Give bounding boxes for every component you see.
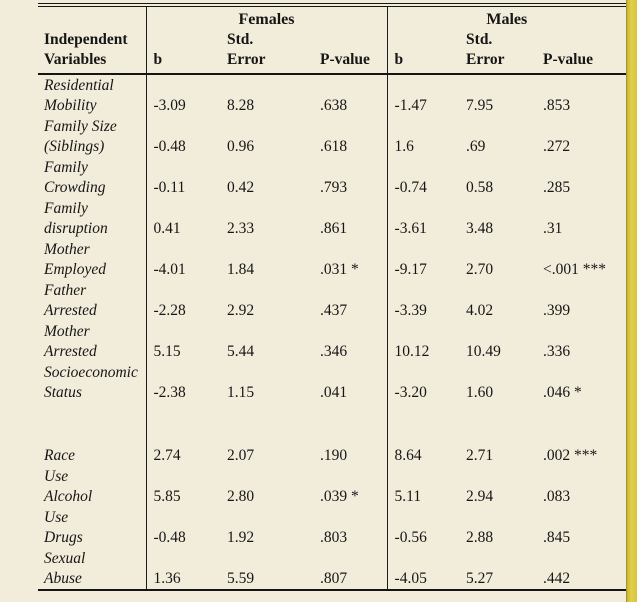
variable-name-line1: Mother — [44, 323, 90, 340]
females-std-error-cell: 5.59 — [227, 570, 255, 587]
variable-name-line1: Family Size — [44, 118, 117, 135]
females-std-error-cell: 0.42 — [227, 179, 255, 196]
variable-name-cell — [38, 548, 146, 590]
header-males-b: b — [387, 30, 459, 74]
header-males-std-error: Std. Error — [459, 30, 536, 74]
males-b-cell: -0.74 — [394, 179, 427, 196]
males-std-error-cell: .69 — [466, 138, 486, 155]
males-std-error-cell: 5.27 — [466, 570, 494, 587]
table-row — [38, 362, 626, 403]
males-p-value-cell: .046 * — [543, 384, 582, 401]
females-b-cell: 2.74 — [153, 447, 181, 464]
females-std-error-cell: 1.15 — [227, 384, 255, 401]
variable-name-cell — [38, 74, 146, 116]
males-p-value-cell: .285 — [543, 179, 571, 196]
males-b-cell: 1.6 — [394, 138, 414, 155]
females-p-value-cell: .039 * — [313, 466, 387, 507]
females-p-value-cell: .031 * — [313, 239, 387, 280]
females-p-value-cell: .807 — [313, 548, 387, 590]
males-p-value-cell: .002 *** — [543, 447, 598, 464]
males-p-value-cell: .399 — [543, 302, 571, 319]
variable-name-line2: Alcohol — [44, 488, 93, 505]
header-females-p-value: P-value — [313, 30, 387, 74]
females-std-error-cell: 0.96 — [227, 138, 255, 155]
males-b-cell: -3.61 — [394, 220, 427, 237]
header-independent-variables: Independent Variables — [38, 30, 146, 74]
females-std-error-cell: 2.80 — [227, 488, 255, 505]
males-std-error-cell: 2.70 — [466, 261, 494, 278]
variable-name-cell — [38, 321, 146, 362]
females-p-value-cell: .618 — [313, 116, 387, 157]
table-row — [38, 507, 626, 548]
variable-name-line2: Employed — [44, 261, 106, 278]
variable-name-line1: Socioeconomic — [44, 364, 138, 381]
table-row — [38, 116, 626, 157]
males-b-cell: -9.17 — [394, 261, 427, 278]
males-p-value-cell: <.001 *** — [543, 261, 607, 278]
females-b-cell: 5.15 — [153, 343, 181, 360]
variable-name-cell — [38, 466, 146, 507]
variable-name-line2: Race — [44, 447, 75, 464]
table-row — [38, 74, 626, 116]
variable-name-line1 — [44, 426, 146, 446]
males-b-cell: 10.12 — [394, 343, 430, 360]
variable-name-line2: Mobility — [44, 97, 97, 114]
variable-name-line2: Arrested — [44, 343, 97, 360]
variable-name-cell — [38, 362, 146, 403]
header-females-b: b — [146, 30, 220, 74]
variable-name-line1: Family — [44, 159, 88, 176]
females-std-error-cell: 5.44 — [227, 343, 255, 360]
females-std-error-cell: 2.07 — [227, 447, 255, 464]
scan-edge-artifact — [626, 0, 637, 602]
males-std-error-cell: 10.49 — [466, 343, 501, 360]
variable-name-line2: Crowding — [44, 179, 106, 196]
table-row — [38, 403, 626, 466]
variable-name-cell — [38, 507, 146, 548]
females-b-cell: 1.36 — [153, 570, 181, 587]
males-p-value-cell: .272 — [543, 138, 571, 155]
females-std-error-cell: 8.28 — [227, 97, 255, 114]
females-p-value-cell: .638 — [313, 74, 387, 116]
females-p-value-cell: .793 — [313, 157, 387, 198]
males-std-error-cell: 2.71 — [466, 447, 494, 464]
males-p-value-cell: .31 — [543, 220, 563, 237]
males-p-value-cell: .442 — [543, 570, 571, 587]
variable-name-line1: Father — [44, 282, 87, 299]
variable-name-cell — [38, 239, 146, 280]
variable-name-cell — [38, 403, 146, 466]
header-males-p-value: P-value — [536, 30, 626, 74]
females-p-value-cell: .041 — [313, 362, 387, 403]
females-b-cell: 5.85 — [153, 488, 181, 505]
table-header — [38, 5, 626, 74]
males-std-error-cell: 4.02 — [466, 302, 494, 319]
females-p-value-cell: .803 — [313, 507, 387, 548]
males-p-value-cell: .083 — [543, 488, 571, 505]
variable-name-line2: (Siblings) — [44, 138, 105, 155]
variable-name-line2: Drugs — [44, 529, 83, 546]
variable-name-line2: Status — [44, 384, 82, 401]
females-p-value-cell: .190 — [313, 403, 387, 466]
regression-results-table — [38, 3, 626, 591]
females-b-cell: -3.09 — [153, 97, 186, 114]
males-std-error-cell: 7.95 — [466, 97, 494, 114]
males-p-value-cell: .336 — [543, 343, 571, 360]
males-b-cell: -0.56 — [394, 529, 427, 546]
females-std-error-cell: 2.92 — [227, 302, 255, 319]
males-std-error-cell: 1.60 — [466, 384, 494, 401]
table-row — [38, 198, 626, 239]
males-b-cell: -1.47 — [394, 97, 427, 114]
variable-name-cell — [38, 198, 146, 239]
table-row — [38, 321, 626, 362]
variable-name-line1: Mother — [44, 241, 90, 258]
header-group-males: Males — [486, 11, 528, 28]
header-empty-cell — [38, 5, 146, 30]
variable-name-cell — [38, 280, 146, 321]
males-b-cell: -4.05 — [394, 570, 427, 587]
males-std-error-cell: 2.88 — [466, 529, 494, 546]
males-p-value-cell: .845 — [543, 529, 571, 546]
header-females-std-error: Std. Error — [220, 30, 313, 74]
table-body — [38, 74, 626, 590]
females-p-value-cell: .346 — [313, 321, 387, 362]
variable-name-cell — [38, 116, 146, 157]
females-b-cell: -4.01 — [153, 261, 186, 278]
table-row — [38, 466, 626, 507]
table-row — [38, 239, 626, 280]
table-row — [38, 280, 626, 321]
females-b-cell: -2.38 — [153, 384, 186, 401]
variable-name-cell — [38, 157, 146, 198]
females-b-cell: -0.48 — [153, 138, 186, 155]
males-b-cell: -3.20 — [394, 384, 427, 401]
females-b-cell: -0.48 — [153, 529, 186, 546]
females-p-value-cell: .437 — [313, 280, 387, 321]
males-std-error-cell: 3.48 — [466, 220, 494, 237]
females-std-error-cell: 2.33 — [227, 220, 255, 237]
males-p-value-cell: .853 — [543, 97, 571, 114]
females-b-cell: -2.28 — [153, 302, 186, 319]
variable-name-line1: Residential — [44, 77, 114, 94]
variable-name-line1: Sexual — [44, 550, 86, 567]
females-std-error-cell: 1.84 — [227, 261, 255, 278]
header-group-females: Females — [146, 5, 387, 30]
variable-name-line2: Arrested — [44, 302, 97, 319]
table-row — [38, 157, 626, 198]
females-b-cell: -0.11 — [153, 179, 186, 196]
males-b-cell: 5.11 — [394, 488, 422, 505]
males-b-cell: -3.39 — [394, 302, 427, 319]
table-row — [38, 548, 626, 590]
females-std-error-cell: 1.92 — [227, 529, 255, 546]
females-b-cell: 0.41 — [153, 220, 181, 237]
variable-name-line1: Family — [44, 200, 88, 217]
females-p-value-cell: .861 — [313, 198, 387, 239]
males-b-cell: 8.64 — [394, 447, 422, 464]
males-std-error-cell: 2.94 — [466, 488, 494, 505]
variable-name-line1: Use — [44, 509, 69, 526]
variable-name-line1: Use — [44, 468, 69, 485]
variable-name-line2: Abuse — [44, 570, 82, 587]
males-std-error-cell: 0.58 — [466, 179, 494, 196]
variable-name-line2: disruption — [44, 220, 108, 237]
